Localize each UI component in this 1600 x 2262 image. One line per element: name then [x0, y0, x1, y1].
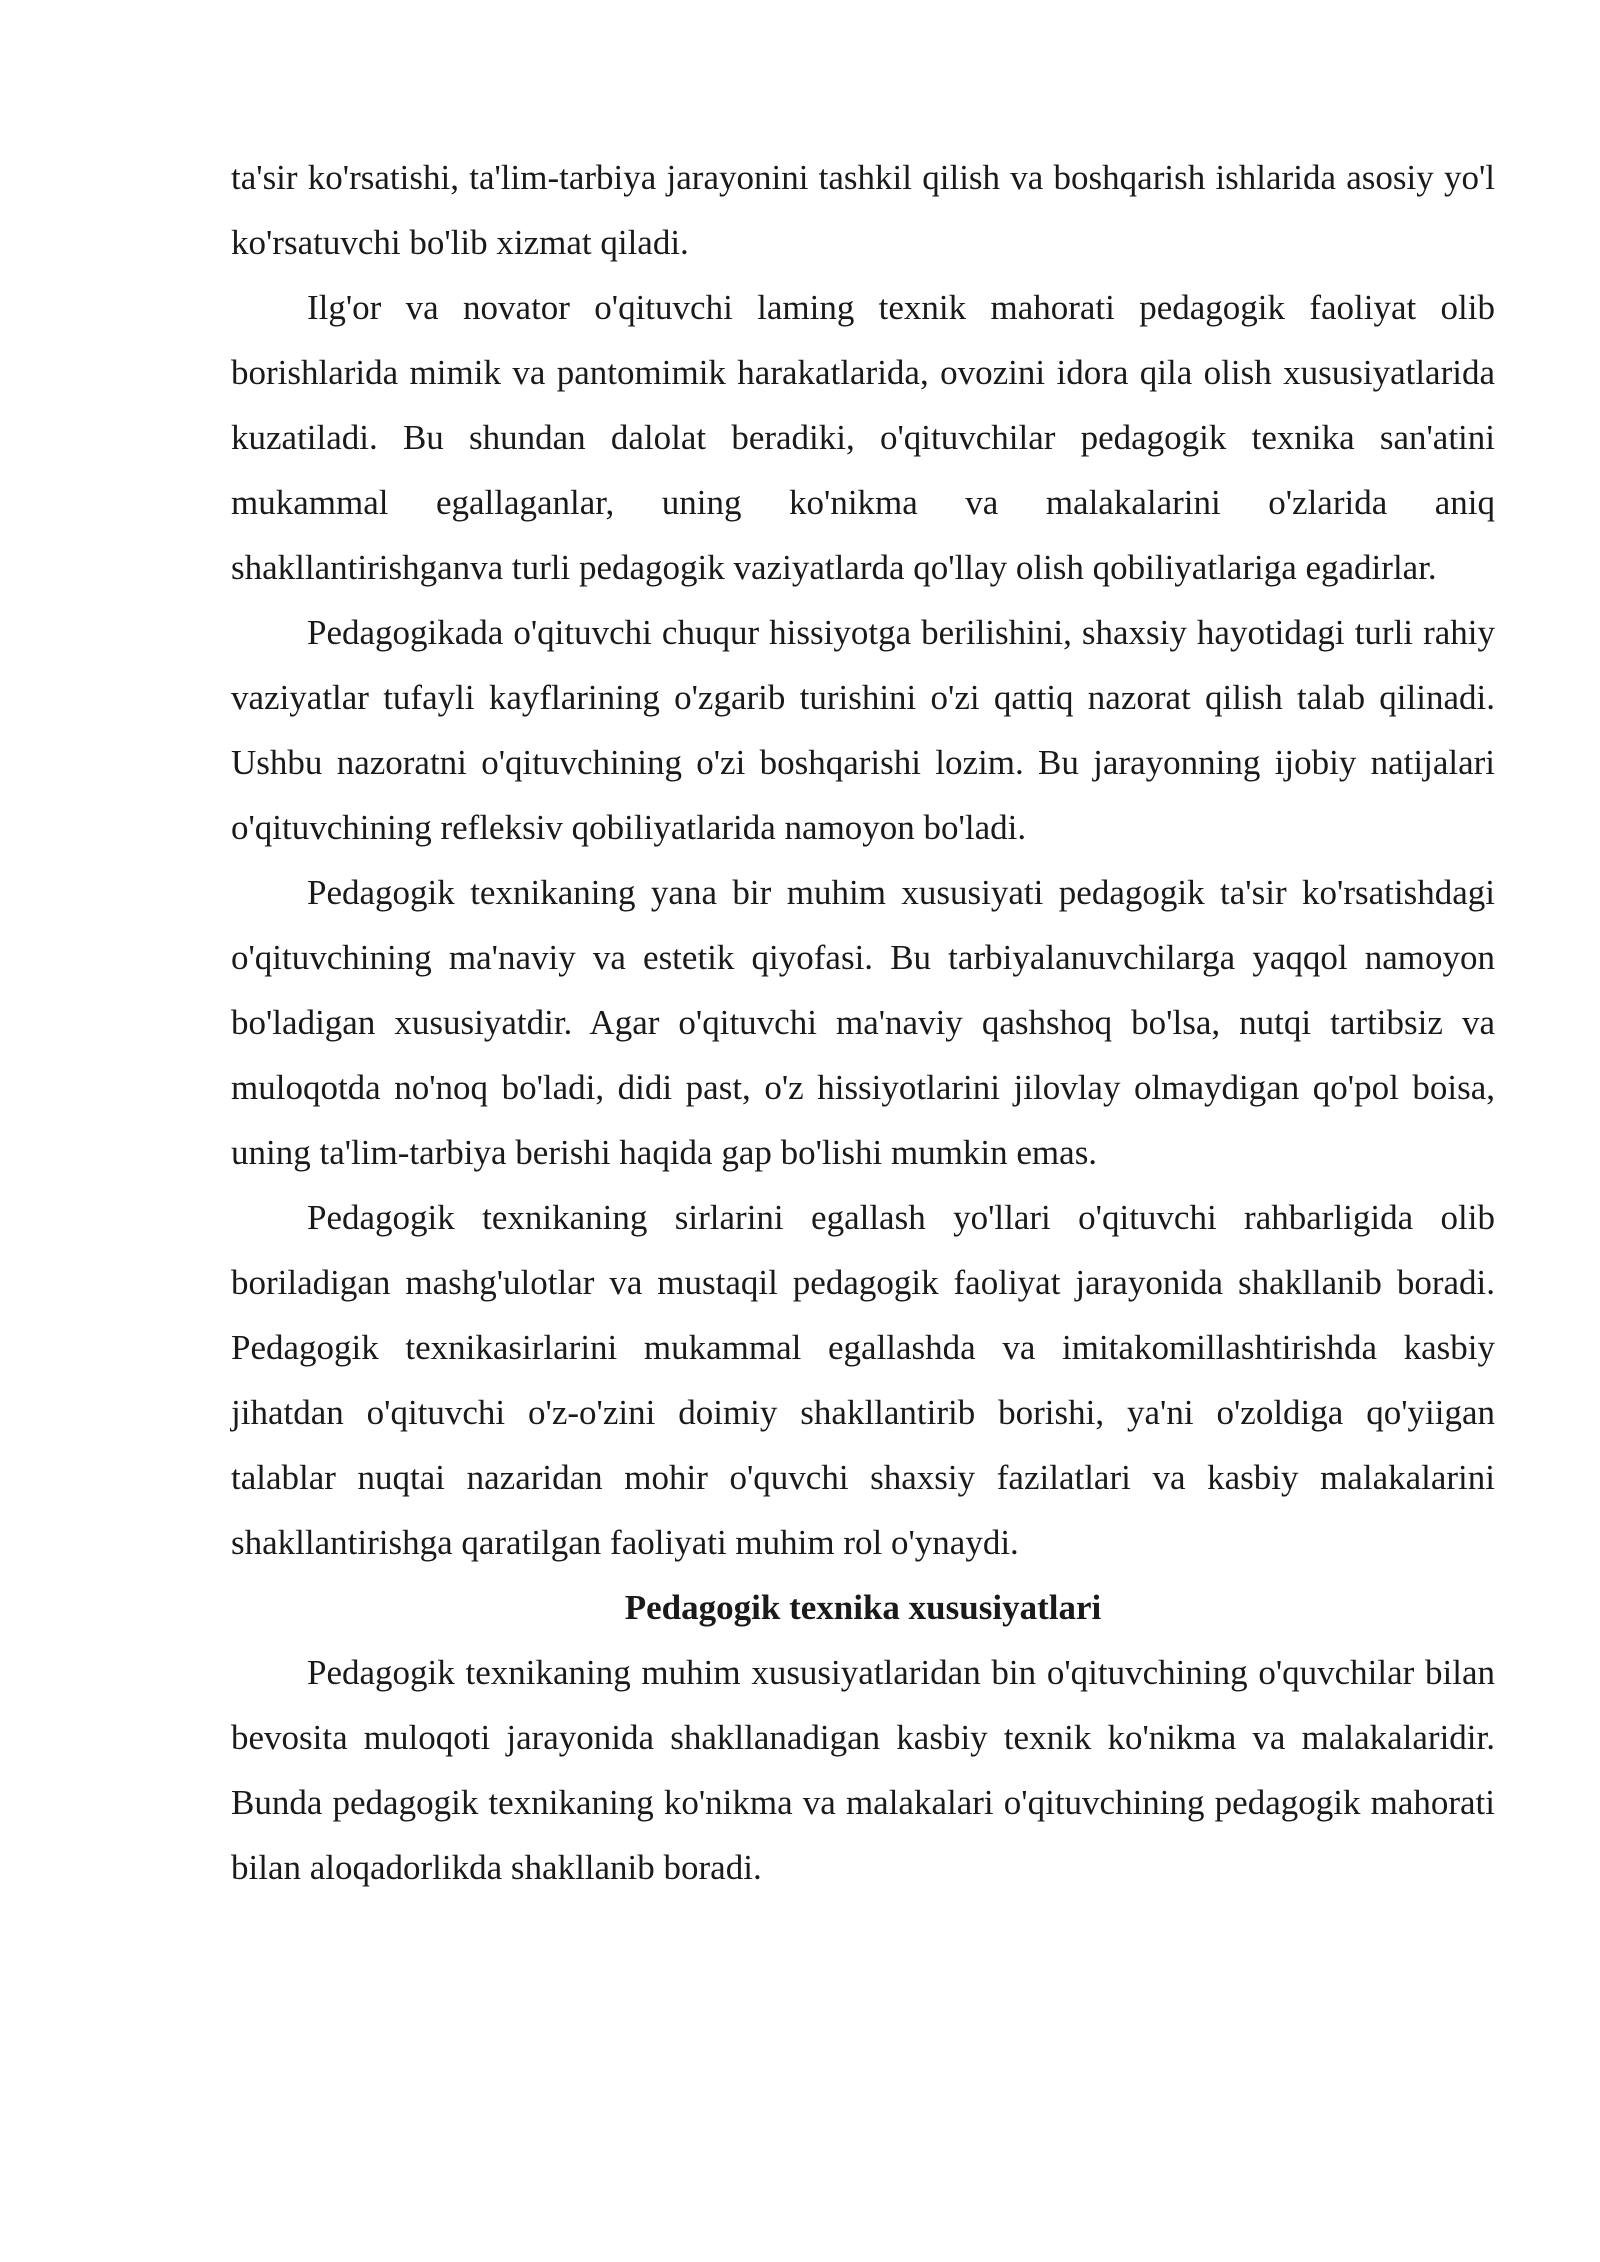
paragraph-novator-teachers: Ilg'or va novator o'qituvchi laming texnik mahorati pedagogik faoliyat olib borishlarida mimik va pantomimik harakatlarida, ovozini idora qila olish xususiyatlarida kuzatiladi. Bu shundan dalolat beradiki, o'qituvchilar pedagogik texnika san'atini mukammal egallaganlar, uning ko'nikma va malakalarini o'zlarida aniq shakllantirishganva turli pedagogik vaziyatlarda qo'llay olish qobiliyatlariga egadirlar. [231, 288, 1495, 587]
paragraph-continuation: ta'sir ko'rsatishi, ta'lim-tarbiya jarayonini tashkil qilish va boshqarish ishlarida asosiy yo'l ko'rsatuvchi bo'lib xizmat qiladi. [231, 158, 1495, 262]
paragraph-moral-aesthetic: Pedagogik texnikaning yana bir muhim xususiyati pedagogik ta'sir ko'rsatishdagi o'qituvchining ma'naviy va estetik qiyofasi. Bu tarbiyalanuvchilarga yaqqol namoyon bo'ladigan xususiyatdir. Agar o'qituvchi ma'naviy qashshoq bo'lsa, nutqi tartibsiz va muloqotda no'noq bo'ladi, didi past, o'z hissiyotlarini jilovlay olmaydigan qo'pol boisa, uning ta'lim-tarbiya berishi haqida gap bo'lishi mumkin emas. [231, 873, 1495, 1172]
document-body [231, 145, 1495, 1900]
paragraph-emotional-control: Pedagogikada o'qituvchi chuqur hissiyotga berilishini, shaxsiy hayotidagi turli rahiy vaziyatlar tufayli kayflarining o'zgarib turishini o'zi qattiq nazorat qilish talab qilinadi. Ushbu nazoratni o'qituvchining o'zi boshqarishi lozim. Bu jarayonning ijobiy natijalari o'qituvchining refleksiv qobiliyatlarida namoyon bo'ladi. [231, 613, 1495, 847]
paragraph-mastering-secrets: Pedagogik texnikaning sirlarini egallash yo'llari o'qituvchi rahbarligida olib boriladigan mashg'ulotlar va mustaqil pedagogik faoliyat jarayonida shakllanib boradi. Pedagogik texnikasirlarini mukammal egallashda va imitakomillashtirishda kasbiy jihatdan o'qituvchi o'z-o'zini doimiy shakllantirib borishi, ya'ni o'zoldiga qo'yiigan talablar nuqtai nazaridan mohir o'quvchi shaxsiy fazilatlari va kasbiy malakalarini shakllantirishga qaratilgan faoliyati muhim rol o'ynaydi. [231, 1198, 1495, 1562]
section-heading: Pedagogik texnika xususiyatlari [624, 1588, 1102, 1627]
paragraph-key-features: Pedagogik texnikaning muhim xususiyatlaridan bin o'qituvchining o'quvchilar bilan bevosita muloqoti jarayonida shakllanadigan kasbiy texnik ko'nikma va malakalaridir. Bunda pedagogik texnikaning ko'nikma va malakalari o'qituvchining pedagogik mahorati bilan aloqadorlikda shakllanib boradi. [231, 1653, 1495, 1887]
